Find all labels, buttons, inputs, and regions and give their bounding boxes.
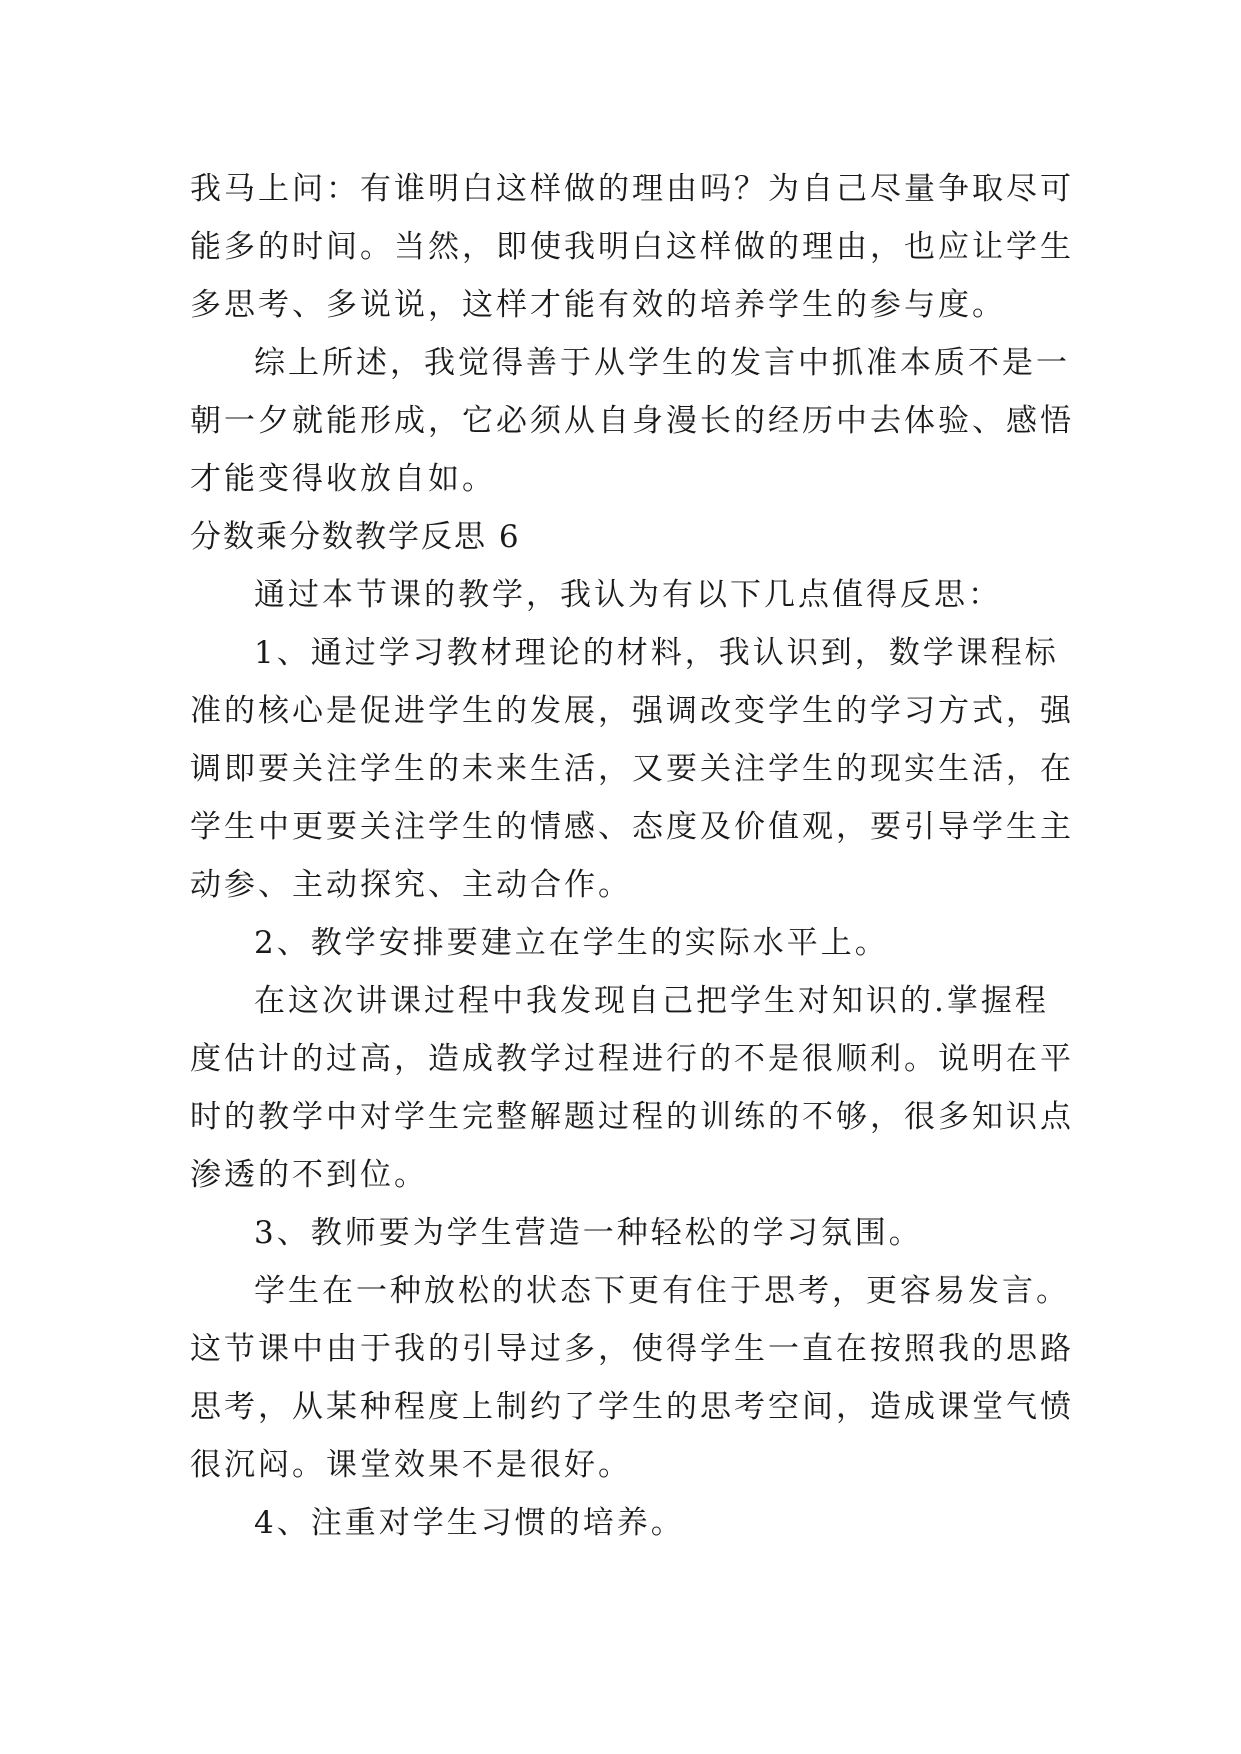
paragraph-line: 多思考、多说说，这样才能有效的培养学生的参与度。: [190, 287, 1006, 323]
paragraph-line: 2、教学安排要建立在学生的实际水平上。: [254, 925, 889, 961]
document-page: [190, 160, 1074, 1552]
paragraph-line: 通过本节课的教学，我认为有以下几点值得反思：: [254, 577, 1002, 613]
paragraph-line: 时的教学中对学生完整解题过程的训练的不够，很多知识点: [190, 1099, 1074, 1135]
paragraph-line: 准的核心是促进学生的发展，强调改变学生的学习方式，强: [190, 693, 1074, 729]
paragraph-line: 很沉闷。课堂效果不是很好。: [190, 1447, 632, 1483]
paragraph-line: 4、注重对学生习惯的培养。: [254, 1505, 685, 1541]
paragraph-line: 综上所述，我觉得善于从学生的发言中抓准本质不是一: [254, 345, 1070, 381]
paragraph-line: 3、教师要为学生营造一种轻松的学习氛围。: [254, 1215, 923, 1251]
paragraph-line: 1、通过学习教材理论的材料，我认识到，数学课程标: [254, 635, 1059, 671]
paragraph-line: 我马上问：有谁明白这样做的理由吗？为自己尽量争取尽可: [190, 171, 1074, 207]
paragraph-line: 学生在一种放松的状态下更有住于思考，更容易发言。: [254, 1273, 1070, 1309]
paragraph-line: 动参、主动探究、主动合作。: [190, 867, 632, 903]
paragraph-line: 朝一夕就能形成，它必须从自身漫长的经历中去体验、感悟: [190, 403, 1074, 439]
paragraph-line: 度估计的过高，造成教学过程进行的不是很顺利。说明在平: [190, 1041, 1074, 1077]
paragraph-line: 在这次讲课过程中我发现自己把学生对知识的.掌握程: [254, 983, 1049, 1019]
paragraph-line: 学生中更要关注学生的情感、态度及价值观，要引导学生主: [190, 809, 1074, 845]
paragraph-line: 思考，从某种程度上制约了学生的思考空间，造成课堂气愤: [190, 1389, 1074, 1425]
paragraph-line: 渗透的不到位。: [190, 1157, 428, 1193]
section-heading: 分数乘分数教学反思 6: [190, 519, 521, 555]
paragraph-line: 这节课中由于我的引导过多，使得学生一直在按照我的思路: [190, 1331, 1074, 1367]
paragraph-line: 调即要关注学生的未来生活，又要关注学生的现实生活，在: [190, 751, 1074, 787]
paragraph-line: 才能变得收放自如。: [190, 461, 496, 497]
paragraph-line: 能多的时间。当然，即使我明白这样做的理由，也应让学生: [190, 229, 1074, 265]
